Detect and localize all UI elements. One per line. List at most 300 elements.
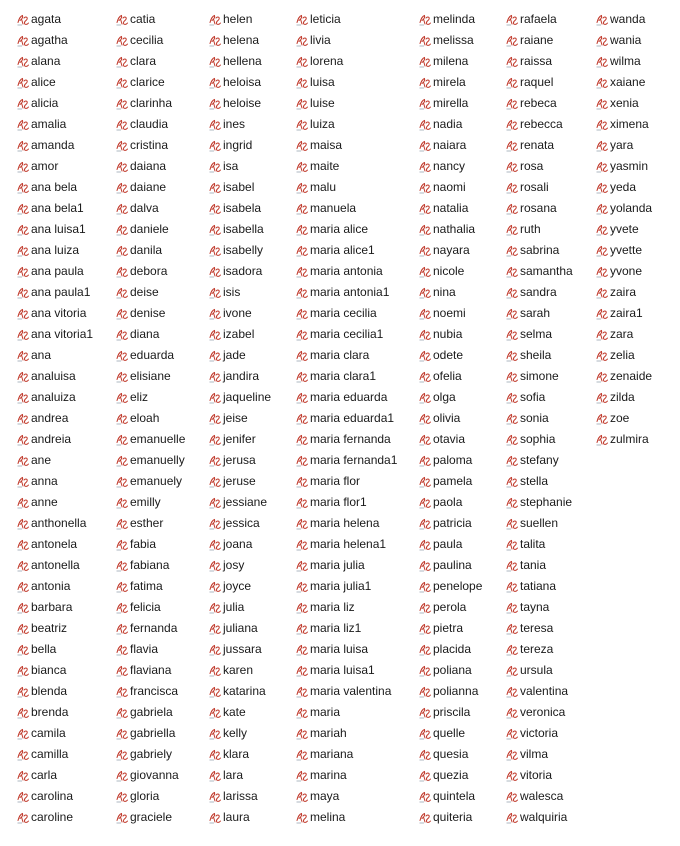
file-name: zulmira xyxy=(610,432,649,446)
file-name: fabia xyxy=(130,537,157,551)
file-name: mariana xyxy=(310,747,354,761)
font-file-icon xyxy=(418,223,432,237)
file-name: analuisa xyxy=(31,369,76,383)
file-name: ane xyxy=(31,453,52,467)
file-name: isabel xyxy=(223,180,255,194)
file-name: fabiana xyxy=(130,558,170,572)
file-name: wanda xyxy=(610,12,646,26)
file-name: felicia xyxy=(130,600,161,614)
font-file-icon xyxy=(208,34,222,48)
file-name: nayara xyxy=(433,243,470,257)
font-file-icon xyxy=(418,475,432,489)
font-file-icon xyxy=(115,685,129,699)
file-name: milena xyxy=(433,54,469,68)
file-name: maria julia xyxy=(310,558,365,572)
font-file-icon xyxy=(16,790,30,804)
file-name: quesia xyxy=(433,747,469,761)
file-name: amalia xyxy=(31,117,67,131)
font-file-icon xyxy=(505,139,519,153)
file-name: laura xyxy=(223,810,250,824)
file-name: maisa xyxy=(310,138,343,152)
font-file-icon xyxy=(418,328,432,342)
file-name: kelly xyxy=(223,726,248,740)
font-file-icon xyxy=(418,34,432,48)
file-name: maria luisa1 xyxy=(310,663,375,677)
font-file-icon xyxy=(295,286,309,300)
file-name: quelle xyxy=(433,726,466,740)
file-name: josy xyxy=(223,558,245,572)
font-file-icon xyxy=(16,97,30,111)
file-name: maria helena xyxy=(310,516,380,530)
font-file-icon xyxy=(595,118,609,132)
file-name: veronica xyxy=(520,705,566,719)
file-name: maria helena1 xyxy=(310,537,387,551)
font-file-icon xyxy=(115,139,129,153)
font-file-icon xyxy=(115,517,129,531)
font-file-icon xyxy=(418,706,432,720)
font-file-icon xyxy=(418,727,432,741)
font-file-icon xyxy=(115,727,129,741)
font-file-icon xyxy=(505,160,519,174)
file-name: eliz xyxy=(130,390,149,404)
file-name: emanuelly xyxy=(130,453,185,467)
font-file-icon xyxy=(16,76,30,90)
font-file-icon xyxy=(115,580,129,594)
font-file-icon xyxy=(418,118,432,132)
file-name: luiza xyxy=(310,117,335,131)
font-file-icon xyxy=(208,223,222,237)
font-file-icon xyxy=(16,160,30,174)
font-file-icon xyxy=(295,370,309,384)
file-name: melina xyxy=(310,810,346,824)
font-file-icon xyxy=(595,97,609,111)
file-name: daiane xyxy=(130,180,167,194)
file-name: selma xyxy=(520,327,553,341)
font-file-icon xyxy=(505,622,519,636)
file-name: leticia xyxy=(310,12,341,26)
font-file-icon xyxy=(115,664,129,678)
font-file-icon xyxy=(295,811,309,825)
font-file-icon xyxy=(595,349,609,363)
file-name: priscila xyxy=(433,705,471,719)
file-name: gloria xyxy=(130,789,160,803)
file-name: ximena xyxy=(610,117,649,131)
file-name: maria eduarda1 xyxy=(310,411,395,425)
file-name: maria luisa xyxy=(310,642,369,656)
file-name: anna xyxy=(31,474,58,488)
font-file-icon xyxy=(16,580,30,594)
font-file-icon xyxy=(295,202,309,216)
file-name: yvone xyxy=(610,264,643,278)
font-file-icon xyxy=(595,55,609,69)
file-name: noemi xyxy=(433,306,466,320)
file-name: carla xyxy=(31,768,58,782)
file-name: camilla xyxy=(31,747,69,761)
file-name: perola xyxy=(433,600,467,614)
font-file-icon xyxy=(295,34,309,48)
font-file-icon xyxy=(16,307,30,321)
font-file-icon xyxy=(208,475,222,489)
file-name: isabella xyxy=(223,222,264,236)
font-file-icon xyxy=(208,622,222,636)
font-file-icon xyxy=(505,55,519,69)
file-name: quintela xyxy=(433,789,476,803)
font-file-icon xyxy=(115,202,129,216)
font-file-icon xyxy=(208,160,222,174)
file-name: yasmin xyxy=(610,159,649,173)
font-file-icon xyxy=(418,811,432,825)
file-name: lara xyxy=(223,768,244,782)
font-file-icon xyxy=(595,370,609,384)
font-file-icon xyxy=(418,181,432,195)
font-file-icon xyxy=(208,328,222,342)
font-file-icon xyxy=(16,265,30,279)
file-name: maria eduarda xyxy=(310,390,388,404)
font-file-icon xyxy=(505,538,519,552)
font-file-icon xyxy=(505,748,519,762)
file-name: esther xyxy=(130,516,164,530)
file-name: naiara xyxy=(433,138,467,152)
file-name: livia xyxy=(310,33,331,47)
file-name: isabelly xyxy=(223,243,264,257)
file-name: carolina xyxy=(31,789,74,803)
font-file-icon xyxy=(505,223,519,237)
font-file-icon xyxy=(295,76,309,90)
font-file-icon xyxy=(208,454,222,468)
font-file-icon xyxy=(16,391,30,405)
file-name: marina xyxy=(310,768,347,782)
file-name: amanda xyxy=(31,138,75,152)
file-name: ana paula1 xyxy=(31,285,91,299)
file-name: maria clara xyxy=(310,348,370,362)
file-name: pamela xyxy=(433,474,473,488)
file-name: larissa xyxy=(223,789,258,803)
font-file-icon xyxy=(16,13,30,27)
file-name: samantha xyxy=(520,264,573,278)
font-file-icon xyxy=(16,181,30,195)
font-file-icon xyxy=(208,706,222,720)
file-name: bianca xyxy=(31,663,67,677)
font-file-icon xyxy=(208,727,222,741)
file-name: wania xyxy=(610,33,642,47)
font-file-icon xyxy=(295,601,309,615)
font-file-icon xyxy=(505,34,519,48)
file-name: jaqueline xyxy=(223,390,272,404)
file-name: yvete xyxy=(610,222,639,236)
font-file-icon xyxy=(418,349,432,363)
file-name: otavia xyxy=(433,432,466,446)
font-file-icon xyxy=(16,496,30,510)
font-file-icon xyxy=(115,433,129,447)
file-name: brenda xyxy=(31,705,69,719)
file-name: heloise xyxy=(223,96,262,110)
file-name: clarinha xyxy=(130,96,173,110)
font-file-icon xyxy=(505,349,519,363)
file-name: jeise xyxy=(223,411,248,425)
font-file-icon xyxy=(505,769,519,783)
font-file-icon xyxy=(208,664,222,678)
font-file-icon xyxy=(208,55,222,69)
font-file-icon xyxy=(505,286,519,300)
font-file-icon xyxy=(295,307,309,321)
font-file-icon xyxy=(418,307,432,321)
file-name: dalva xyxy=(130,201,159,215)
file-name: paloma xyxy=(433,453,473,467)
font-file-icon xyxy=(418,265,432,279)
file-name: elisiane xyxy=(130,369,171,383)
font-file-icon xyxy=(295,181,309,195)
file-name: analuiza xyxy=(31,390,76,404)
font-file-icon xyxy=(505,433,519,447)
font-file-icon xyxy=(595,223,609,237)
file-name: nathalia xyxy=(433,222,476,236)
font-file-icon xyxy=(115,118,129,132)
font-file-icon xyxy=(208,538,222,552)
file-name: quiteria xyxy=(433,810,473,824)
font-file-icon xyxy=(505,202,519,216)
file-name: tereza xyxy=(520,642,554,656)
file-name: quezia xyxy=(433,768,469,782)
file-name: agata xyxy=(31,12,62,26)
file-name: diana xyxy=(130,327,160,341)
font-file-icon xyxy=(208,370,222,384)
font-file-icon xyxy=(115,601,129,615)
file-name: walesca xyxy=(520,789,564,803)
file-name: eduarda xyxy=(130,348,175,362)
file-name: mirella xyxy=(433,96,469,110)
font-file-icon xyxy=(505,307,519,321)
file-name: bella xyxy=(31,642,57,656)
font-file-icon xyxy=(418,160,432,174)
file-name: rosa xyxy=(520,159,544,173)
font-file-icon xyxy=(295,13,309,27)
file-name: maria flor1 xyxy=(310,495,367,509)
font-file-icon xyxy=(505,727,519,741)
file-name: rosali xyxy=(520,180,549,194)
file-name: luisa xyxy=(310,75,335,89)
file-name: jenifer xyxy=(223,432,256,446)
font-file-icon xyxy=(418,496,432,510)
file-name: maria julia1 xyxy=(310,579,372,593)
font-file-icon xyxy=(16,433,30,447)
file-name: fatima xyxy=(130,579,163,593)
font-file-icon xyxy=(115,769,129,783)
font-file-icon xyxy=(295,769,309,783)
font-file-icon xyxy=(16,34,30,48)
file-name: rafaela xyxy=(520,12,557,26)
font-file-icon xyxy=(595,139,609,153)
file-name: flavia xyxy=(130,642,159,656)
font-file-icon xyxy=(16,223,30,237)
file-name: simone xyxy=(520,369,559,383)
file-name: gabriela xyxy=(130,705,173,719)
file-name: poliana xyxy=(433,663,472,677)
file-name: nicole xyxy=(433,264,465,278)
font-file-icon xyxy=(505,328,519,342)
font-file-icon xyxy=(595,160,609,174)
font-file-icon xyxy=(418,76,432,90)
file-name: maya xyxy=(310,789,340,803)
file-name: alana xyxy=(31,54,61,68)
font-file-icon xyxy=(208,433,222,447)
file-name: amor xyxy=(31,159,59,173)
font-file-icon xyxy=(115,34,129,48)
font-file-icon xyxy=(295,454,309,468)
font-file-icon xyxy=(115,496,129,510)
file-name: maria xyxy=(310,705,341,719)
font-file-icon xyxy=(418,139,432,153)
file-name: andrea xyxy=(31,411,69,425)
font-file-icon xyxy=(16,748,30,762)
font-file-icon xyxy=(115,76,129,90)
file-name: sonia xyxy=(520,411,549,425)
font-file-icon xyxy=(16,706,30,720)
file-name: nadia xyxy=(433,117,463,131)
file-name: anne xyxy=(31,495,58,509)
file-name: stefany xyxy=(520,453,559,467)
font-file-icon xyxy=(208,307,222,321)
font-file-icon xyxy=(505,475,519,489)
font-file-icon xyxy=(16,328,30,342)
font-file-icon xyxy=(115,811,129,825)
font-file-icon xyxy=(16,139,30,153)
file-name: emilly xyxy=(130,495,161,509)
font-file-icon xyxy=(208,118,222,132)
font-file-icon xyxy=(115,622,129,636)
file-name: penelope xyxy=(433,579,483,593)
font-file-icon xyxy=(595,13,609,27)
file-name: maria cecilia1 xyxy=(310,327,384,341)
font-file-icon xyxy=(208,811,222,825)
file-name: catia xyxy=(130,12,156,26)
file-name: nubia xyxy=(433,327,463,341)
font-file-icon xyxy=(16,685,30,699)
font-file-icon xyxy=(418,97,432,111)
file-name: graciele xyxy=(130,810,173,824)
file-name: maria liz xyxy=(310,600,355,614)
font-file-icon xyxy=(208,643,222,657)
font-file-icon xyxy=(115,265,129,279)
file-name: mirela xyxy=(433,75,466,89)
file-name: fernanda xyxy=(130,621,178,635)
file-name: debora xyxy=(130,264,168,278)
font-file-icon xyxy=(295,139,309,153)
font-file-icon xyxy=(295,244,309,258)
file-name: raquel xyxy=(520,75,554,89)
font-file-icon xyxy=(115,391,129,405)
file-name: raiane xyxy=(520,33,554,47)
font-file-icon xyxy=(595,433,609,447)
file-name: jessiane xyxy=(223,495,268,509)
font-file-icon xyxy=(16,538,30,552)
file-name: sabrina xyxy=(520,243,560,257)
file-name: rebeca xyxy=(520,96,557,110)
file-name: patricia xyxy=(433,516,472,530)
file-name: isa xyxy=(223,159,239,173)
font-file-icon xyxy=(295,790,309,804)
font-file-icon xyxy=(418,370,432,384)
font-file-icon xyxy=(115,55,129,69)
file-name: andreia xyxy=(31,432,72,446)
font-file-icon xyxy=(595,307,609,321)
file-name: zara xyxy=(610,327,634,341)
font-file-icon xyxy=(115,559,129,573)
font-file-icon xyxy=(208,685,222,699)
file-name: deise xyxy=(130,285,159,299)
file-name: odete xyxy=(433,348,464,362)
file-name: antonela xyxy=(31,537,78,551)
font-file-icon xyxy=(16,412,30,426)
font-file-icon xyxy=(295,748,309,762)
font-file-icon xyxy=(208,286,222,300)
file-name: klara xyxy=(223,747,250,761)
file-name: emanuelle xyxy=(130,432,186,446)
file-name: manuela xyxy=(310,201,357,215)
font-file-icon xyxy=(595,76,609,90)
file-name: maria cecilia xyxy=(310,306,377,320)
file-name: maria antonia xyxy=(310,264,383,278)
font-file-icon xyxy=(208,139,222,153)
font-file-icon xyxy=(505,580,519,594)
file-name: gabriely xyxy=(130,747,173,761)
file-name: antonella xyxy=(31,558,80,572)
font-file-icon xyxy=(505,559,519,573)
font-file-icon xyxy=(595,244,609,258)
font-file-icon xyxy=(115,790,129,804)
font-file-icon xyxy=(595,328,609,342)
font-file-icon xyxy=(115,244,129,258)
file-name: sheila xyxy=(520,348,552,362)
font-file-icon xyxy=(115,538,129,552)
font-file-icon xyxy=(115,13,129,27)
font-file-icon xyxy=(16,601,30,615)
font-file-icon xyxy=(115,349,129,363)
font-file-icon xyxy=(505,370,519,384)
file-name: teresa xyxy=(520,621,554,635)
font-file-icon xyxy=(295,580,309,594)
font-file-icon xyxy=(208,265,222,279)
file-name: clarice xyxy=(130,75,165,89)
file-name: tatiana xyxy=(520,579,557,593)
font-file-icon xyxy=(505,664,519,678)
font-file-icon xyxy=(295,265,309,279)
font-file-icon xyxy=(505,496,519,510)
font-file-icon xyxy=(208,244,222,258)
file-name: paula xyxy=(433,537,463,551)
file-name: camila xyxy=(31,726,66,740)
file-name: suellen xyxy=(520,516,559,530)
font-file-icon xyxy=(295,412,309,426)
font-file-icon xyxy=(295,496,309,510)
file-name: maria fernanda xyxy=(310,432,391,446)
font-file-icon xyxy=(595,412,609,426)
file-name: olivia xyxy=(433,411,461,425)
font-file-icon xyxy=(505,118,519,132)
font-file-icon xyxy=(295,538,309,552)
font-file-icon xyxy=(115,307,129,321)
font-file-icon xyxy=(505,412,519,426)
font-file-icon xyxy=(595,34,609,48)
font-file-icon xyxy=(208,349,222,363)
file-name: maria alice1 xyxy=(310,243,375,257)
font-file-icon xyxy=(16,811,30,825)
file-name: francisca xyxy=(130,684,179,698)
font-file-icon xyxy=(418,286,432,300)
file-name: ana bela xyxy=(31,180,78,194)
file-name: sofia xyxy=(520,390,546,404)
file-name: yara xyxy=(610,138,634,152)
font-file-icon xyxy=(418,790,432,804)
